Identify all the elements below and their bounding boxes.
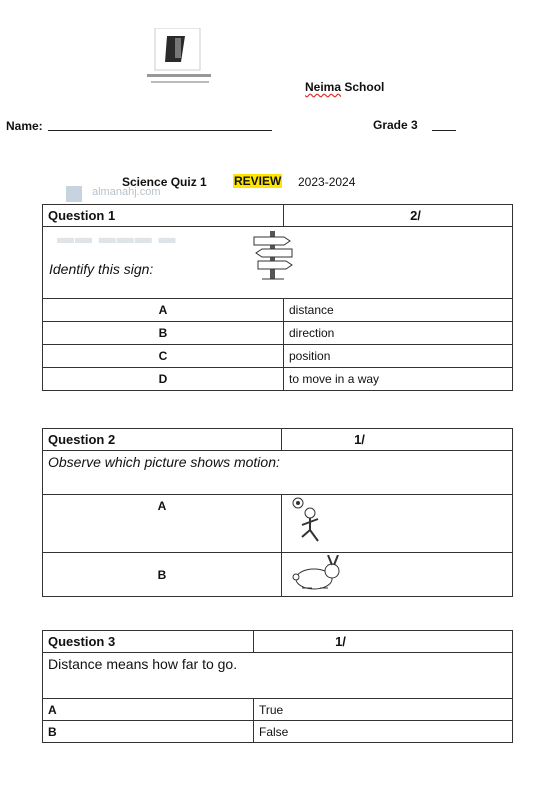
grade-label: Grade 3	[373, 118, 418, 132]
school-logo	[145, 28, 215, 93]
q1-option-d-letter: D	[43, 368, 284, 391]
q1-option-a-letter: A	[43, 299, 284, 322]
q2-option-b-letter: B	[43, 553, 282, 597]
grade-line	[432, 130, 456, 131]
question-2-score: 1/	[282, 429, 513, 451]
watermark-text: almanahj.com	[92, 186, 161, 198]
q1-option-c-text: position	[284, 345, 513, 368]
question-3-prompt: Distance means how far to go.	[48, 656, 238, 672]
question-2-prompt-cell	[43, 451, 513, 495]
q1-option-c-letter: C	[43, 345, 284, 368]
q1-option-b-text: direction	[284, 322, 513, 345]
name-label: Name:	[6, 119, 43, 133]
q1-option-d-text: to move in a way	[284, 368, 513, 391]
q2-option-a-image-cell	[282, 495, 513, 553]
name-line	[48, 130, 272, 131]
question-2-label: Question 2	[43, 429, 282, 451]
signpost-image	[250, 229, 296, 284]
q3-option-b-letter: B	[43, 721, 254, 743]
q1-option-b-letter: B	[43, 322, 284, 345]
question-1-prompt: Identify this sign:	[49, 261, 154, 277]
q3-option-a-text: True	[254, 699, 513, 721]
q3-option-a-letter: A	[43, 699, 254, 721]
question-1-label: Question 1	[43, 205, 284, 227]
question-3-table	[42, 630, 513, 743]
review-badge: REVIEW	[234, 174, 282, 188]
question-3-score: 1/	[254, 631, 513, 653]
question-2-table	[42, 428, 513, 597]
rabbit-image	[288, 555, 506, 594]
question-3-prompt-cell	[43, 653, 513, 699]
kicking-ball-image	[288, 497, 506, 550]
watermark-icon	[66, 186, 82, 202]
question-1-score: 2/	[284, 205, 513, 227]
quiz-year: 2023-2024	[298, 175, 356, 189]
q2-option-a-letter: A	[43, 495, 282, 553]
question-2-prompt: Observe which picture shows motion:	[48, 454, 280, 470]
watermark-logo: ▬▬ ▬▬▬ ▬	[57, 228, 177, 247]
q2-option-b-image-cell	[282, 553, 513, 597]
q3-option-b-text: False	[254, 721, 513, 743]
question-3-label: Question 3	[43, 631, 254, 653]
school-name: Neima School	[305, 80, 385, 94]
quiz-title: Science Quiz 1	[122, 175, 207, 189]
q1-option-a-text: distance	[284, 299, 513, 322]
